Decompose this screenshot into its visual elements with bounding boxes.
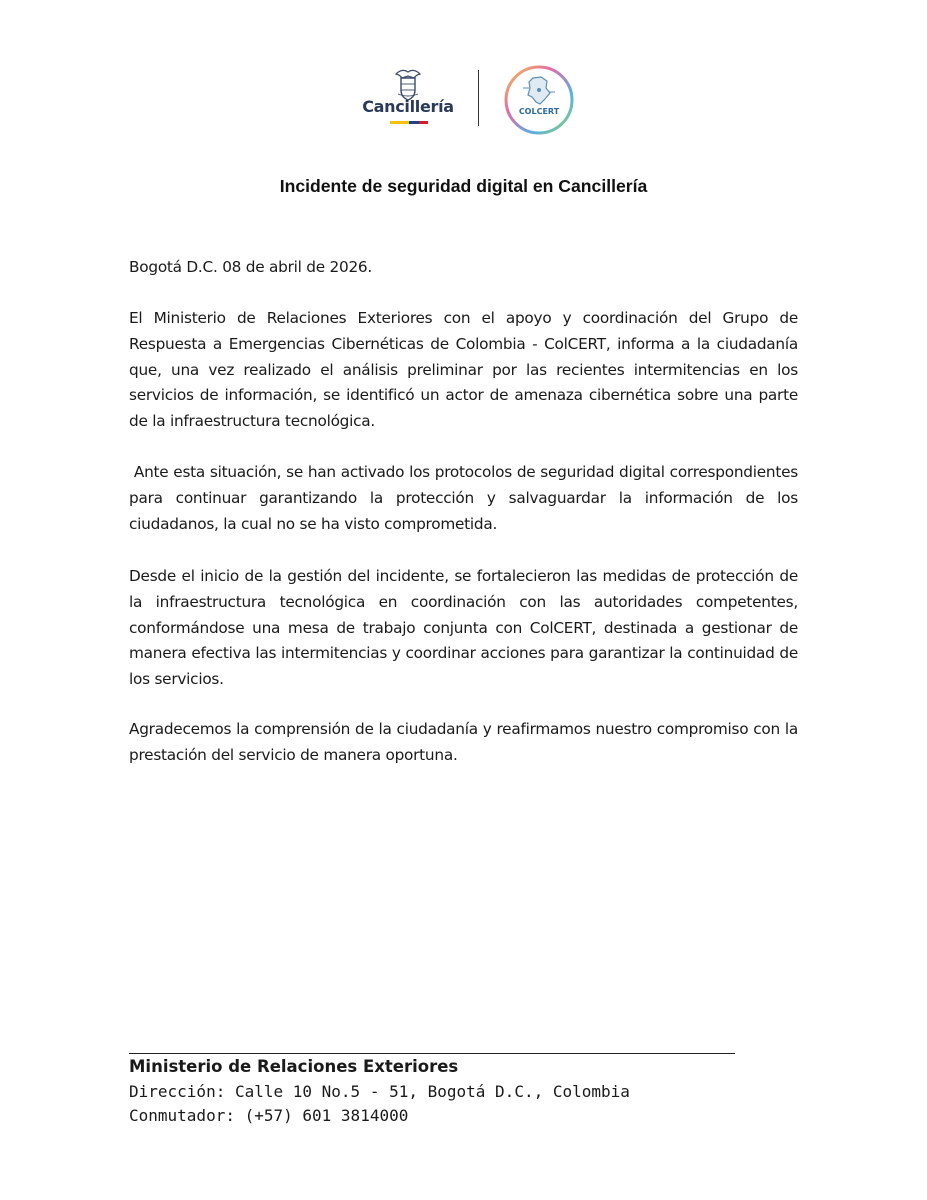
footer-rule [129,1053,735,1054]
document-title: Incidente de seguridad digital en Cancillería [279,176,648,196]
paragraph-2: Ante esta situación, se han activado los protocolos de seguridad digital correspondientes para continuar garantizando la protección y salvaguardar la información de los ciudadanos, la cual no se ha visto comprometida. [129,463,803,533]
colcert-logo-text: COLCERT [518,107,560,116]
date-line: Bogotá D.C. 08 de abril de 2026. [129,258,373,276]
cancilleria-logo-text: Cancillería [362,97,454,116]
document-footer [129,1055,769,1129]
footer-organization: Ministerio de Relaciones Exteriores [129,1057,459,1076]
paragraph-4: Agradecemos la comprensión de la ciudadanía y reafirmamos nuestro compromiso con la prestación del servicio de manera oportuna. [129,720,798,764]
colcert-emblem-icon [503,64,575,136]
paragraph-1: El Ministerio de Relaciones Exteriores con el apoyo y coordinación del Grupo de Respuesta a Emergencias Cibernéticas de Colombia - ColCERT, informa a la ciudadanía que, una vez realizado el análisis preliminar por las recientes intermitencias en los servicios de información, se identificó un actor de amenaza cibernética sobre una parte de la infraestructura tecnológica. [129,309,798,431]
cancilleria-logo [358,66,458,132]
footer-address: Dirección: Calle 10 No.5 - 51, Bogotá D.C., Colombia [129,1081,630,1101]
colcert-logo [503,64,575,136]
document-header [0,0,927,140]
footer-phone: Conmutador: (+57) 601 3814000 [129,1106,409,1125]
logo-divider [478,70,479,126]
flag-stripe [390,121,428,124]
paragraph-3: Desde el inicio de la gestión del incidente, se fortalecieron las medidas de protección de la infraestructura tecnológica en coordinación con las autoridades competentes, conformándose una mesa de trabajo conjunta con ColCERT, destinada a gestionar de manera efectiva las intermitencias y coordinar acciones para garantizar la continuidad de los servicios. [129,567,798,689]
